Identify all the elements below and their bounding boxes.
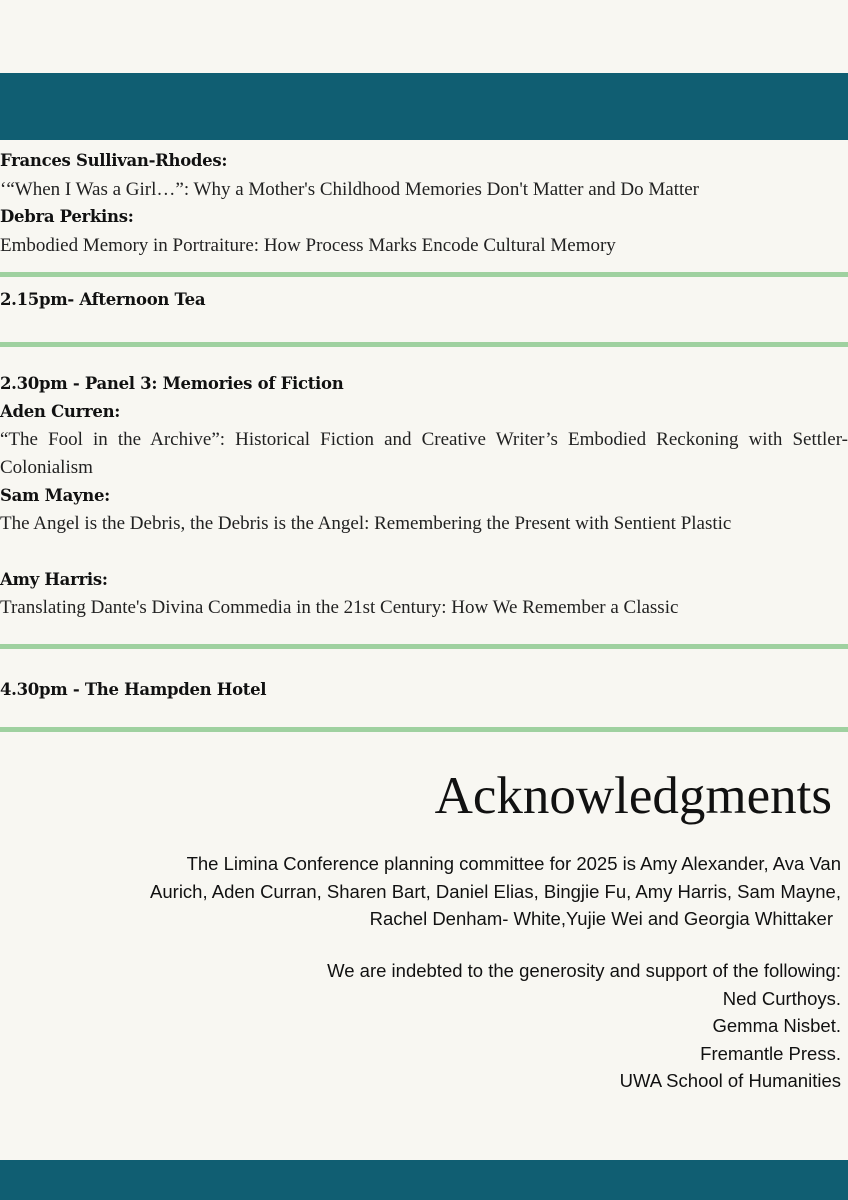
section-divider	[0, 272, 848, 277]
speaker-name: Debra Perkins:	[0, 207, 134, 226]
committee-line: Rachel Denham- White,Yujie Wei and Georgia Whittaker	[369, 908, 833, 929]
schedule-item-afternoon-tea: 2.15pm- Afternoon Tea	[0, 290, 206, 309]
speaker-name: Amy Harris:	[0, 570, 108, 589]
header-band	[0, 73, 848, 140]
speaker-name: Aden Curren:	[0, 402, 121, 421]
talk-title: Embodied Memory in Portraiture: How Process Marks Encode Cultural Memory	[0, 235, 616, 256]
supporters-text	[81, 957, 841, 1095]
supporter-item: Fremantle Press.	[700, 1042, 841, 1064]
section-divider	[0, 644, 848, 649]
schedule-item-hotel: 4.30pm - The Hampden Hotel	[0, 680, 267, 699]
talk-title: Translating Dante's Divina Commedia in the 21st Century: How We Remember a Classic	[0, 597, 679, 618]
talk-title: ‘“When I Was a Girl…”: Why a Mother's Childhood Memories Don't Matter and Do Matter	[0, 179, 700, 200]
speaker-name: Frances Sullivan-Rhodes:	[0, 151, 228, 170]
section-divider	[0, 342, 848, 347]
talk-title: “The Fool in the Archive”: Historical Fiction and Creative Writer’s Embodied Reckoning with Settler-Colonialism	[0, 429, 848, 478]
section-divider	[0, 727, 848, 732]
supporter-item: Ned Curthoys.	[722, 987, 841, 1009]
committee-line: Aurich, Aden Curran, Sharen Bart, Daniel Elias, Bingjie Fu, Amy Harris, Sam Mayne,	[150, 880, 841, 902]
panel-heading: 2.30pm - Panel 3: Memories of Fiction	[0, 374, 344, 393]
indebted-statement: We are indebted to the generosity and support of the following:	[327, 960, 841, 981]
supporter-item: Gemma Nisbet.	[712, 1015, 841, 1036]
committee-text	[81, 850, 841, 933]
footer-band	[0, 1160, 848, 1200]
committee-line: The Limina Conference planning committee for 2025 is Amy Alexander, Ava Van	[186, 853, 841, 874]
talk-title: The Angel is the Debris, the Debris is the Angel: Remembering the Present with Sentient Plastic	[0, 513, 732, 534]
supporter-item: UWA School of Humanities	[619, 1070, 841, 1091]
speaker-name: Sam Mayne:	[0, 486, 110, 505]
acknowledgments-heading: Acknowledgments	[434, 767, 832, 825]
